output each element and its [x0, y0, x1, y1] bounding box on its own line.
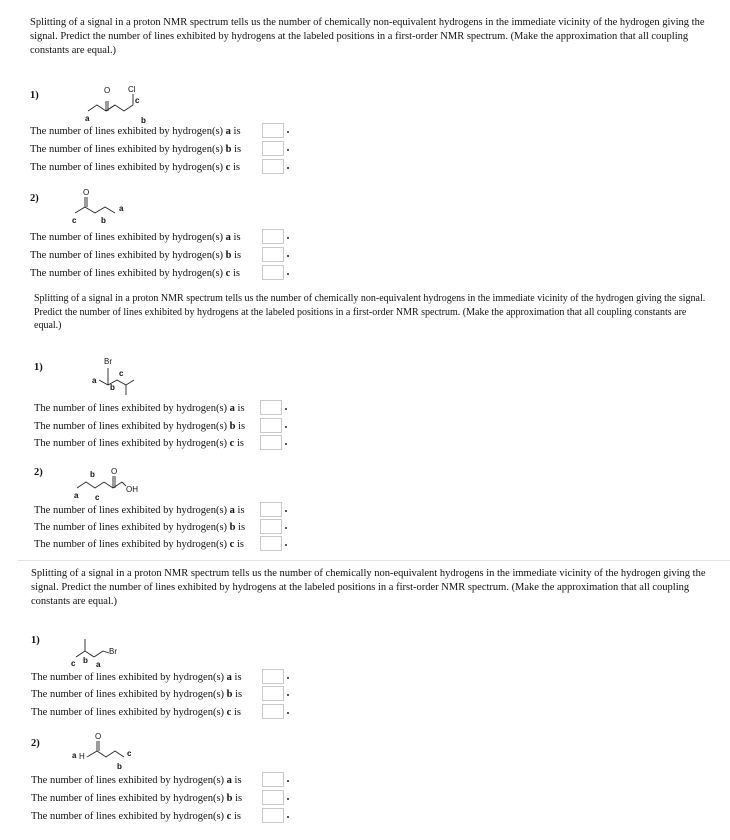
problem-number: 2)	[34, 467, 43, 478]
answer-input[interactable]	[260, 400, 282, 415]
answer-input[interactable]	[262, 808, 284, 823]
atom-label: O	[95, 732, 102, 741]
position-label: c	[135, 96, 140, 105]
question-row: The number of lines exhibited by hydrogen(s) a is	[30, 126, 241, 137]
answer-input[interactable]	[262, 123, 284, 138]
position-label: c	[127, 749, 132, 758]
answer-input[interactable]	[262, 265, 284, 280]
question-row: The number of lines exhibited by hydrogen(s) c is	[34, 539, 244, 550]
answer-input[interactable]	[260, 418, 282, 433]
problem-number: 2)	[31, 738, 40, 749]
atom-label: Cl	[128, 85, 136, 94]
atom-label: O	[104, 86, 111, 95]
position-label: c	[71, 659, 76, 668]
molecule-structure	[68, 462, 158, 504]
position-label: a	[92, 376, 97, 385]
question-row: The number of lines exhibited by hydrogen(s) c is	[31, 811, 241, 822]
molecule-structure	[70, 730, 160, 772]
atom-label: OH	[126, 485, 138, 494]
atom-label: O	[111, 467, 118, 476]
answer-input[interactable]	[260, 536, 282, 551]
position-label: b	[90, 470, 95, 479]
question-row: The number of lines exhibited by hydrogen(s) b is	[30, 144, 242, 155]
section-1-instructions: Splitting of a signal in a proton NMR spectrum tells us the number of chemically non-equivalent hydrogens in the immediate vicinity of the hydrogen giving the signal. Predict the number of lines exhibited by hydrogens at the labeled positions in a first-order NMR spectrum. (Make the approximation that all coupling constants are equal.)	[30, 17, 705, 57]
question-row: The number of lines exhibited by hydrogen(s) c is	[30, 162, 240, 173]
section-2-instructions: Splitting of a signal in a proton NMR spectrum tells us the number of chemically non-equivalent hydrogens in the immediate vicinity of the hydrogen giving the signal. Predict the number of lines exhibited by hydrogens at the labeled positions in a first-order NMR spectrum. (Make the approximation that all coupling constants are equal.)	[34, 293, 706, 331]
position-label: a	[74, 491, 79, 500]
answer-input[interactable]	[260, 519, 282, 534]
question-row: The number of lines exhibited by hydrogen(s) a is	[34, 403, 245, 414]
molecule-structure	[66, 186, 146, 231]
question-row: The number of lines exhibited by hydrogen(s) a is	[34, 505, 245, 516]
position-label: c	[119, 369, 124, 378]
question-row: The number of lines exhibited by hydrogen(s) c is	[31, 707, 241, 718]
answer-input[interactable]	[262, 247, 284, 262]
section-3-instructions: Splitting of a signal in a proton NMR spectrum tells us the number of chemically non-equivalent hydrogens in the immediate vicinity of the hydrogen giving the signal. Predict the number of lines exhibited by hydrogens at the labeled positions in a first-order NMR spectrum. (Make the approximation that all coupling constants are equal.)	[31, 568, 706, 608]
question-row: The number of lines exhibited by hydrogen(s) c is	[30, 268, 240, 279]
position-label: b	[110, 383, 115, 392]
question-row: The number of lines exhibited by hydrogen(s) b is	[34, 522, 246, 533]
answer-input[interactable]	[262, 229, 284, 244]
answer-input[interactable]	[262, 141, 284, 156]
answer-input[interactable]	[262, 669, 284, 684]
answer-input[interactable]	[260, 502, 282, 517]
question-row: The number of lines exhibited by hydrogen(s) a is	[31, 775, 242, 786]
position-label: a	[119, 204, 124, 213]
question-row: The number of lines exhibited by hydrogen(s) c is	[34, 438, 244, 449]
question-row: The number of lines exhibited by hydrogen(s) a is	[31, 672, 242, 683]
answer-input[interactable]	[262, 704, 284, 719]
position-label: b	[141, 116, 146, 125]
question-row: The number of lines exhibited by hydrogen(s) b is	[31, 793, 243, 804]
problem-number: 2)	[30, 193, 39, 204]
molecule-structure	[80, 74, 160, 124]
answer-input[interactable]	[262, 772, 284, 787]
section-divider	[18, 560, 730, 561]
question-row: The number of lines exhibited by hydrogen(s) b is	[34, 421, 246, 432]
problem-number: 1)	[30, 90, 39, 101]
position-label: c	[72, 216, 77, 225]
atom-label: Br	[109, 647, 117, 656]
position-label: b	[117, 762, 122, 771]
atom-label: H	[79, 752, 85, 761]
answer-input[interactable]	[262, 686, 284, 701]
atom-label: Br	[104, 357, 112, 366]
problem-number: 1)	[34, 362, 43, 373]
position-label: a	[96, 660, 101, 669]
position-label: b	[101, 216, 106, 225]
atom-label: O	[83, 188, 90, 197]
question-row: The number of lines exhibited by hydrogen(s) b is	[30, 250, 242, 261]
question-row: The number of lines exhibited by hydrogen(s) a is	[30, 232, 241, 243]
answer-input[interactable]	[260, 435, 282, 450]
molecule-structure	[64, 630, 144, 672]
position-label: b	[83, 656, 88, 665]
position-label: a	[85, 114, 90, 123]
position-label: c	[95, 493, 100, 502]
position-label: a	[72, 751, 77, 760]
answer-input[interactable]	[262, 790, 284, 805]
answer-input[interactable]	[262, 159, 284, 174]
molecule-structure	[86, 354, 156, 399]
question-row: The number of lines exhibited by hydrogen(s) b is	[31, 689, 243, 700]
problem-number: 1)	[31, 635, 40, 646]
